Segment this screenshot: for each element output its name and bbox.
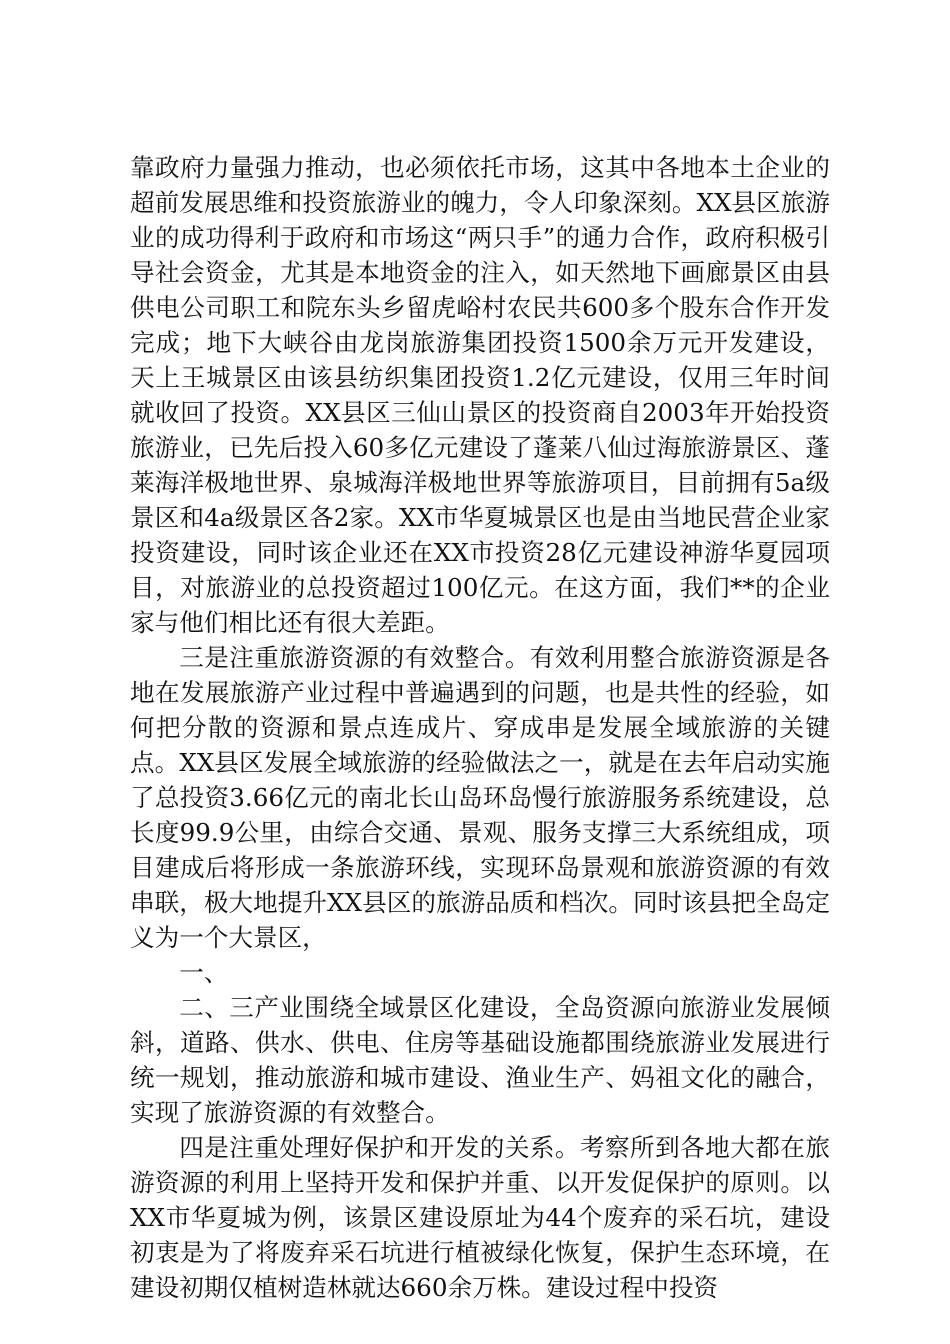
paragraph-industry-tilt: 二、三产业围绕全域景区化建设，全岛资源向旅游业发展倾斜，道路、供水、供电、住房等基础设施都围绕旅游业发展进行统一规划，推动旅游和城市建设、渔业生产、妈祖文化的融合，实现了旅游资源的有效整合。 (130, 993, 830, 1127)
paragraph-list-marker: 一、 (179, 958, 229, 987)
document-page (130, 150, 830, 1305)
paragraph-resource-integration: 三是注重旅游资源的有效整合。有效利用整合旅游资源是各地在发展旅游产业过程中普遍遇到的问题，也是共性的经验，如何把分散的资源和景点连成片、穿成串是发展全域旅游的关键点。XX县区发展全域旅游的经验做法之一，就是在去年启动实施了总投资3.66亿元的南北长山岛环岛慢行旅游服务系统建设，总长度99.9公里，由综合交通、景观、服务支撑三大系统组成，项目建成后将形成一条旅游环线，实现环岛景观和旅游资源的有效串联，极大地提升XX县区的旅游品质和档次。同时该县把全岛定义为一个大景区， (130, 643, 830, 952)
paragraph-investment: 靠政府力量强力推动，也必须依托市场，这其中各地本土企业的超前发展思维和投资旅游业的魄力，令人印象深刻。XX县区旅游业的成功得利于政府和市场这“两只手”的通力合作，政府积极引导社会资金，尤其是本地资金的注入，如天然地下画廊景区由县供电公司职工和院东头乡留虎峪村农民共600多个股东合作开发完成；地下大峡谷由龙岗旅游集团投资1500余万元开发建设，天上王城景区由该县纺织集团投资1.2亿元建设，仅用三年时间就收回了投资。XX县区三仙山景区的投资商自2003年开始投资旅游业，已先后投入60多亿元建设了蓬莱八仙过海旅游景区、蓬莱海洋极地世界、泉城海洋极地世界等旅游项目，目前拥有5a级景区和4a级景区各2家。XX市华夏城景区也是由当地民营企业家投资建设，同时该企业还在XX市投资28亿元建设神游华夏园项目，对旅游业的总投资超过100亿元。在这方面，我们**的企业家与他们相比还有很大差距。 (130, 153, 830, 637)
paragraph-protection-development: 四是注重处理好保护和开发的关系。考察所到各地大都在旅游资源的利用上坚持开发和保护并重、以开发促保护的原则。以XX市华夏城为例，该景区建设原址为44个废弃的采石坑，建设初衷是为了将废弃采石坑进行植被绿化恢复，保护生态环境，在建设初期仅植树造林就达660余万株。建设过程中投资 (130, 1133, 830, 1302)
